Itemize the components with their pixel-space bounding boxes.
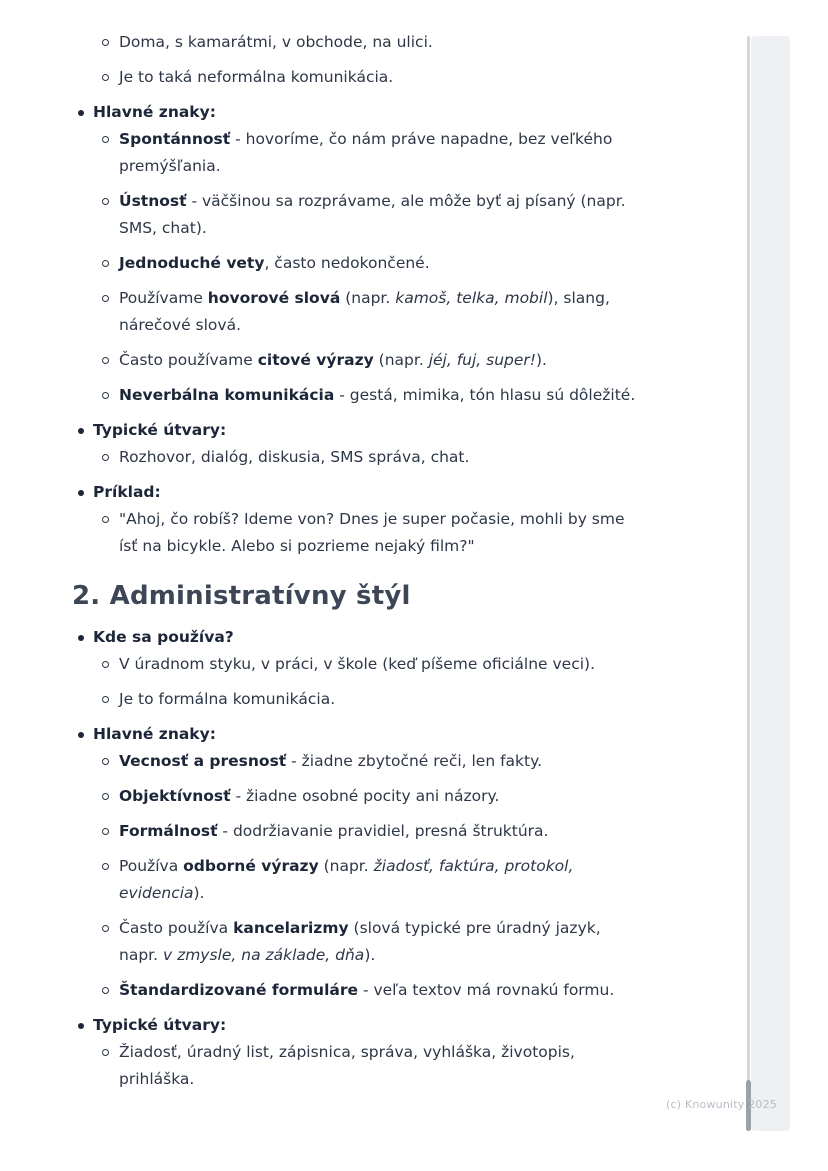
sub-list-item <box>0 382 828 409</box>
sub-item-text <box>119 126 612 180</box>
text-run: (napr. <box>373 351 429 369</box>
circle-bullet-icon <box>102 357 109 364</box>
circle-bullet-icon <box>102 661 109 668</box>
bullet-label: Typické útvary: <box>93 1016 227 1034</box>
text-run: (slová typické pre úradný jazyk, <box>348 919 601 937</box>
disc-bullet-icon <box>78 110 84 116</box>
circle-bullet-icon <box>102 828 109 835</box>
bullet-group <box>0 721 828 1004</box>
sub-item-text <box>119 1039 575 1093</box>
text-run: prihláška. <box>119 1070 195 1088</box>
text-run: - väčšinou sa rozprávame, ale môže byť aj písaný (napr. <box>186 192 626 210</box>
circle-bullet-icon <box>102 696 109 703</box>
sub-item-text <box>119 250 430 277</box>
text-run: hovorové slová <box>207 289 341 307</box>
bullet-group <box>0 624 828 713</box>
bullet-label: Kde sa používa? <box>93 628 234 646</box>
text-run: napr. <box>119 946 163 964</box>
sub-list-item <box>0 915 828 969</box>
circle-bullet-icon <box>102 516 109 523</box>
text-run: jéj, fuj, super! <box>428 351 536 369</box>
sub-list-item <box>0 285 828 339</box>
text-run: Objektívnosť <box>119 787 231 805</box>
text-run: (napr. <box>340 289 396 307</box>
text-run: citové výrazy <box>257 351 374 369</box>
bullet-item <box>0 721 828 748</box>
text-run: Štandardizované formuláre <box>119 981 359 999</box>
circle-bullet-icon <box>102 987 109 994</box>
sub-item-text <box>119 853 573 907</box>
sub-item-text <box>119 347 547 374</box>
text-run: kamoš, telka, mobil <box>395 289 548 307</box>
sub-list-item <box>0 651 828 678</box>
text-run: (napr. <box>318 857 374 875</box>
text-run: Je to formálna komunikácia. <box>119 690 336 708</box>
sub-list-item <box>0 347 828 374</box>
sub-item-text <box>119 29 433 56</box>
bullet-group <box>0 417 828 471</box>
sub-list-item <box>0 29 828 56</box>
circle-bullet-icon <box>102 925 109 932</box>
circle-bullet-icon <box>102 793 109 800</box>
text-run: evidencia <box>119 884 194 902</box>
sub-item-text <box>119 444 469 471</box>
circle-bullet-icon <box>102 454 109 461</box>
disc-bullet-icon <box>78 428 84 434</box>
sub-list-item <box>0 818 828 845</box>
sub-item-text <box>119 977 614 1004</box>
text-run: Neverbálna komunikácia <box>119 386 335 404</box>
bullet-label: Príklad: <box>93 483 161 501</box>
text-run: Spontánnosť <box>119 130 231 148</box>
text-run: ), slang, <box>547 289 610 307</box>
text-run: Často používame <box>119 351 258 369</box>
text-run: - žiadne osobné pocity ani názory. <box>230 787 500 805</box>
disc-bullet-icon <box>78 490 84 496</box>
bullet-item <box>0 1012 828 1039</box>
text-run: - žiadne zbytočné reči, len fakty. <box>286 752 542 770</box>
text-run: Doma, s kamarátmi, v obchode, na ulici. <box>119 33 433 51</box>
sub-item-text <box>119 285 610 339</box>
bullet-label: Typické útvary: <box>93 421 227 439</box>
sub-list-item <box>0 686 828 713</box>
text-run: - dodržiavanie pravidiel, presná štruktúra. <box>217 822 549 840</box>
sub-list-item <box>0 250 828 277</box>
sub-item-text <box>119 915 601 969</box>
text-run: Jednoduché vety <box>119 254 265 272</box>
disc-bullet-icon <box>78 732 84 738</box>
text-run: V úradnom styku, v práci, v škole (keď píšeme oficiálne veci). <box>119 655 596 673</box>
text-run: v zmysle, na základe, dňa <box>162 946 365 964</box>
bullet-group <box>0 99 828 409</box>
bullet-item <box>0 479 828 506</box>
circle-bullet-icon <box>102 39 109 46</box>
sub-list-item <box>0 188 828 242</box>
copyright-footer: (c) Knowunity 2025 <box>666 1098 777 1111</box>
text-run: Je to taká neformálna komunikácia. <box>119 68 394 86</box>
circle-bullet-icon <box>102 198 109 205</box>
circle-bullet-icon <box>102 136 109 143</box>
circle-bullet-icon <box>102 863 109 870</box>
text-run: "Ahoj, čo robíš? Ideme von? Dnes je super počasie, mohli by sme <box>119 510 625 528</box>
sub-item-text <box>119 651 595 678</box>
circle-bullet-icon <box>102 392 109 399</box>
sub-item-text <box>119 818 548 845</box>
bullet-label: Hlavné znaky: <box>93 103 216 121</box>
sub-list-item <box>0 748 828 775</box>
sub-list-item <box>0 853 828 907</box>
text-run: nárečové slová. <box>119 316 241 334</box>
circle-bullet-icon <box>102 74 109 81</box>
text-run: Používa <box>119 857 184 875</box>
circle-bullet-icon <box>102 295 109 302</box>
circle-bullet-icon <box>102 758 109 765</box>
sub-item-text <box>119 783 499 810</box>
bullet-group <box>0 479 828 560</box>
text-run: SMS, chat). <box>119 219 207 237</box>
sub-list-item <box>0 444 828 471</box>
sub-list-item <box>0 783 828 810</box>
text-run: Vecnosť a presnosť <box>119 752 287 770</box>
circle-bullet-icon <box>102 260 109 267</box>
sub-list-item <box>0 64 828 91</box>
bullet-item <box>0 417 828 444</box>
disc-bullet-icon <box>78 1023 84 1029</box>
sub-list-item <box>0 1039 828 1093</box>
text-run: premýšľania. <box>119 157 221 175</box>
sub-item-text <box>119 748 542 775</box>
sub-item-text <box>119 686 335 713</box>
text-run: ). <box>536 351 547 369</box>
section-heading: 2. Administratívny štýl <box>72 581 411 611</box>
circle-bullet-icon <box>102 1049 109 1056</box>
text-run: odborné výrazy <box>183 857 319 875</box>
bullet-item <box>0 624 828 651</box>
text-run: , často nedokončené. <box>264 254 430 272</box>
sub-list-item <box>0 126 828 180</box>
text-run: Žiadosť, úradný list, zápisnica, správa, vyhláška, životopis, <box>119 1043 575 1061</box>
text-run: Používame <box>119 289 208 307</box>
bullet-item <box>0 99 828 126</box>
disc-bullet-icon <box>78 635 84 641</box>
text-run: Ústnosť <box>119 192 187 210</box>
sub-list-group <box>0 29 828 91</box>
text-run: - veľa textov má rovnakú formu. <box>358 981 615 999</box>
text-run: Často používa <box>119 919 234 937</box>
text-run: ). <box>364 946 376 964</box>
sub-item-text <box>119 382 635 409</box>
bullet-group <box>0 1012 828 1093</box>
text-run: žiadosť, faktúra, protokol, <box>373 857 574 875</box>
sub-item-text <box>119 64 393 91</box>
text-run: - hovoríme, čo nám práve napadne, bez veľkého <box>230 130 613 148</box>
text-run: Formálnosť <box>119 822 218 840</box>
text-run: Rozhovor, dialóg, diskusia, SMS správa, chat. <box>119 448 470 466</box>
bullet-label: Hlavné znaky: <box>93 725 216 743</box>
sub-list-item <box>0 977 828 1004</box>
text-run: - gestá, mimika, tón hlasu sú dôležité. <box>334 386 636 404</box>
sub-item-text <box>119 506 625 560</box>
sub-list-item <box>0 506 828 560</box>
sub-item-text <box>119 188 626 242</box>
text-run: kancelarizmy <box>233 919 349 937</box>
text-run: ísť na bicykle. Alebo si pozrieme nejaký film?" <box>119 537 475 555</box>
text-run: ). <box>193 884 205 902</box>
